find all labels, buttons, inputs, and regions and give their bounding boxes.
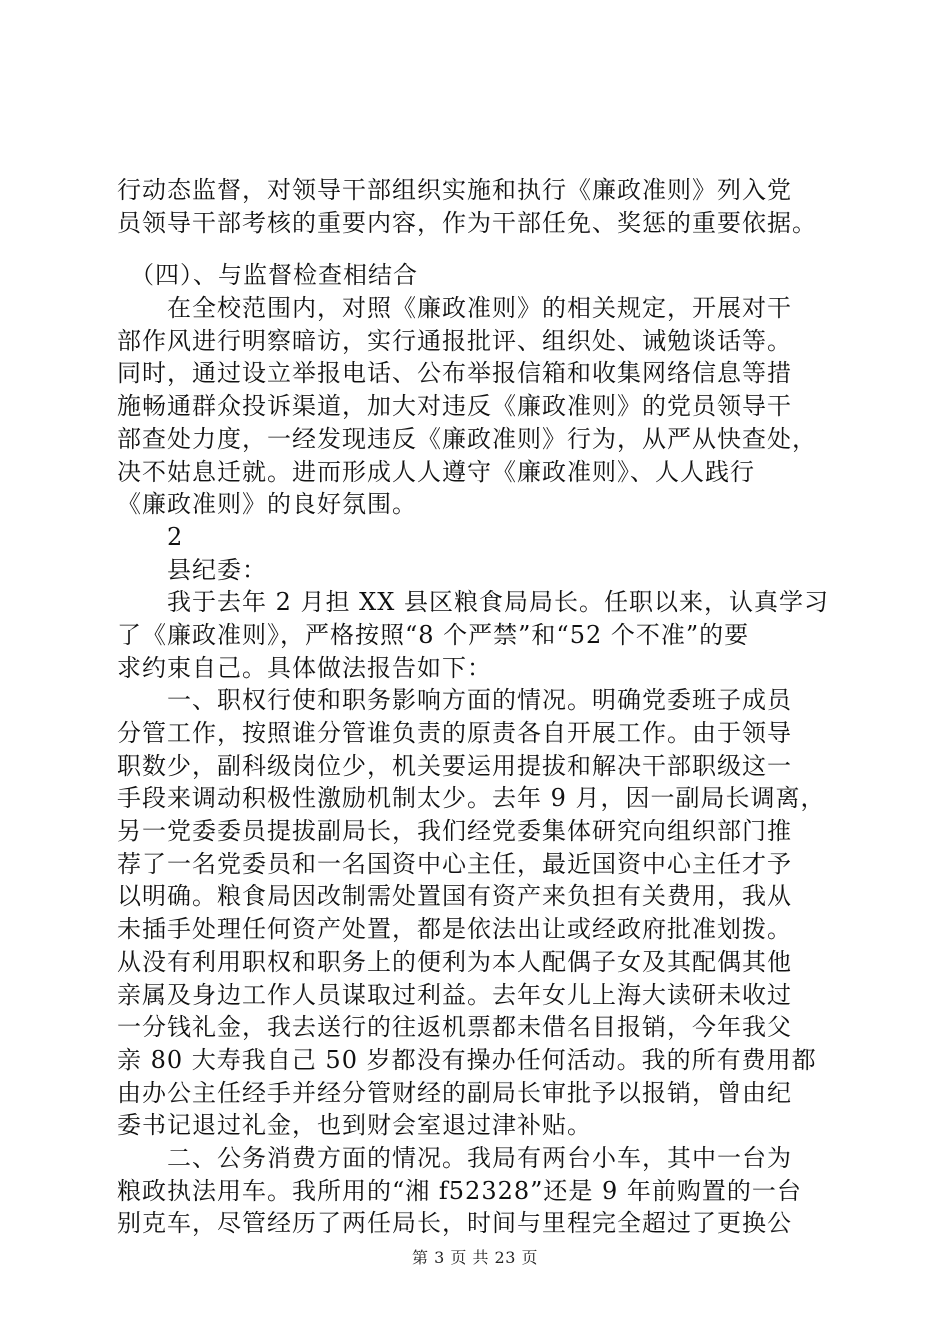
text-line: 委书记退过礼金，也到财会室退过津补贴。 — [117, 1111, 592, 1140]
paragraph-gap — [117, 239, 847, 259]
text-line: 一、职权行使和职务影响方面的情况。明确党委班子成员 — [117, 686, 792, 715]
text-line: 《廉政准则》的良好氛围。 — [117, 490, 417, 519]
text-line: 职数少，副科级岗位少，机关要运用提拔和解决干部职级这一 — [117, 751, 792, 780]
document-body — [117, 174, 847, 1240]
text-line: 部作风进行明察暗访，实行通报批评、组织处、诫勉谈话等。 — [117, 326, 792, 355]
salutation: 县纪委： — [117, 555, 267, 584]
text-line: 员领导干部考核的重要内容，作为干部任免、奖惩的重要依据。 — [117, 208, 817, 237]
text-line: 由办公主任经手并经分管财经的副局长审批予以报销，曾由纪 — [117, 1078, 792, 1107]
text-line: 分管工作，按照谁分管谁负责的原责各自开展工作。由于领导 — [117, 719, 792, 747]
text-line: 以明确。粮食局因改制需处置国有资产来负担有关费用，我从 — [117, 882, 792, 911]
text-line: 手段来调动积极性激励机制太少。去年 9 月，因一副局长调离， — [117, 784, 826, 813]
text-line: 施畅通群众投诉渠道，加大对违反《廉政准则》的党员领导干 — [117, 392, 792, 421]
text-line: 从没有利用职权和职务上的便利为本人配偶子女及其配偶其他 — [117, 947, 792, 976]
text-line: 二、公务消费方面的情况。我局有两台小车，其中一台为 — [117, 1143, 792, 1172]
text-line: 粮政执法用车。我所用的“湘 f52328”还是 9 年前购置的一台 — [117, 1176, 802, 1205]
text-line: 亲 80 大寿我自己 50 岁都没有操办任何活动。我的所有费用都 — [117, 1045, 817, 1074]
text-line: 未插手处理任何资产处置，都是依法出让或经政府批准划拨。 — [117, 915, 792, 944]
section-number: 2 — [117, 522, 184, 551]
text-line: 决不姑息迁就。进而形成人人遵守《廉政准则》、人人践行 — [117, 457, 755, 486]
text-line: 另一党委委员提拔副局长，我们经党委集体研究向组织部门推 — [117, 817, 792, 846]
text-line: 荐了一名党委员和一名国资中心主任，最近国资中心主任才予 — [117, 849, 792, 878]
text-line: 同时，通过设立举报电话、公布举报信箱和收集网络信息等措 — [117, 359, 792, 388]
text-line: 行动态监督，对领导干部组织实施和执行《廉政准则》列入党 — [117, 176, 792, 204]
text-line: 部查处力度，一经发现违反《廉政准则》行为，从严从快查处， — [117, 424, 817, 453]
text-line: 亲属及身边工作人员谋取过利益。去年女儿上海大读研未收过 — [117, 980, 792, 1009]
text-line: 我于去年 2 月担 XX 县区粮食局局长。任职以来，认真学习 — [117, 588, 829, 617]
text-line: 了《廉政准则》，严格按照“8 个严禁”和“52 个不准”的要 — [117, 620, 750, 649]
text-line: 求约束自己。具体做法报告如下： — [117, 653, 492, 682]
text-line: 在全校范围内，对照《廉政准则》的相关规定，开展对干 — [117, 294, 792, 323]
section-heading: （四）、与监督检查相结合 — [117, 261, 418, 290]
text-line: 一分钱礼金，我去送行的往返机票都未借名目报销，今年我父 — [117, 1013, 792, 1042]
text-line: 别克车，尽管经历了两任局长，时间与里程完全超过了更换公 — [117, 1209, 792, 1238]
page-number-footer: 第 3 页 共 23 页 — [412, 1248, 538, 1267]
